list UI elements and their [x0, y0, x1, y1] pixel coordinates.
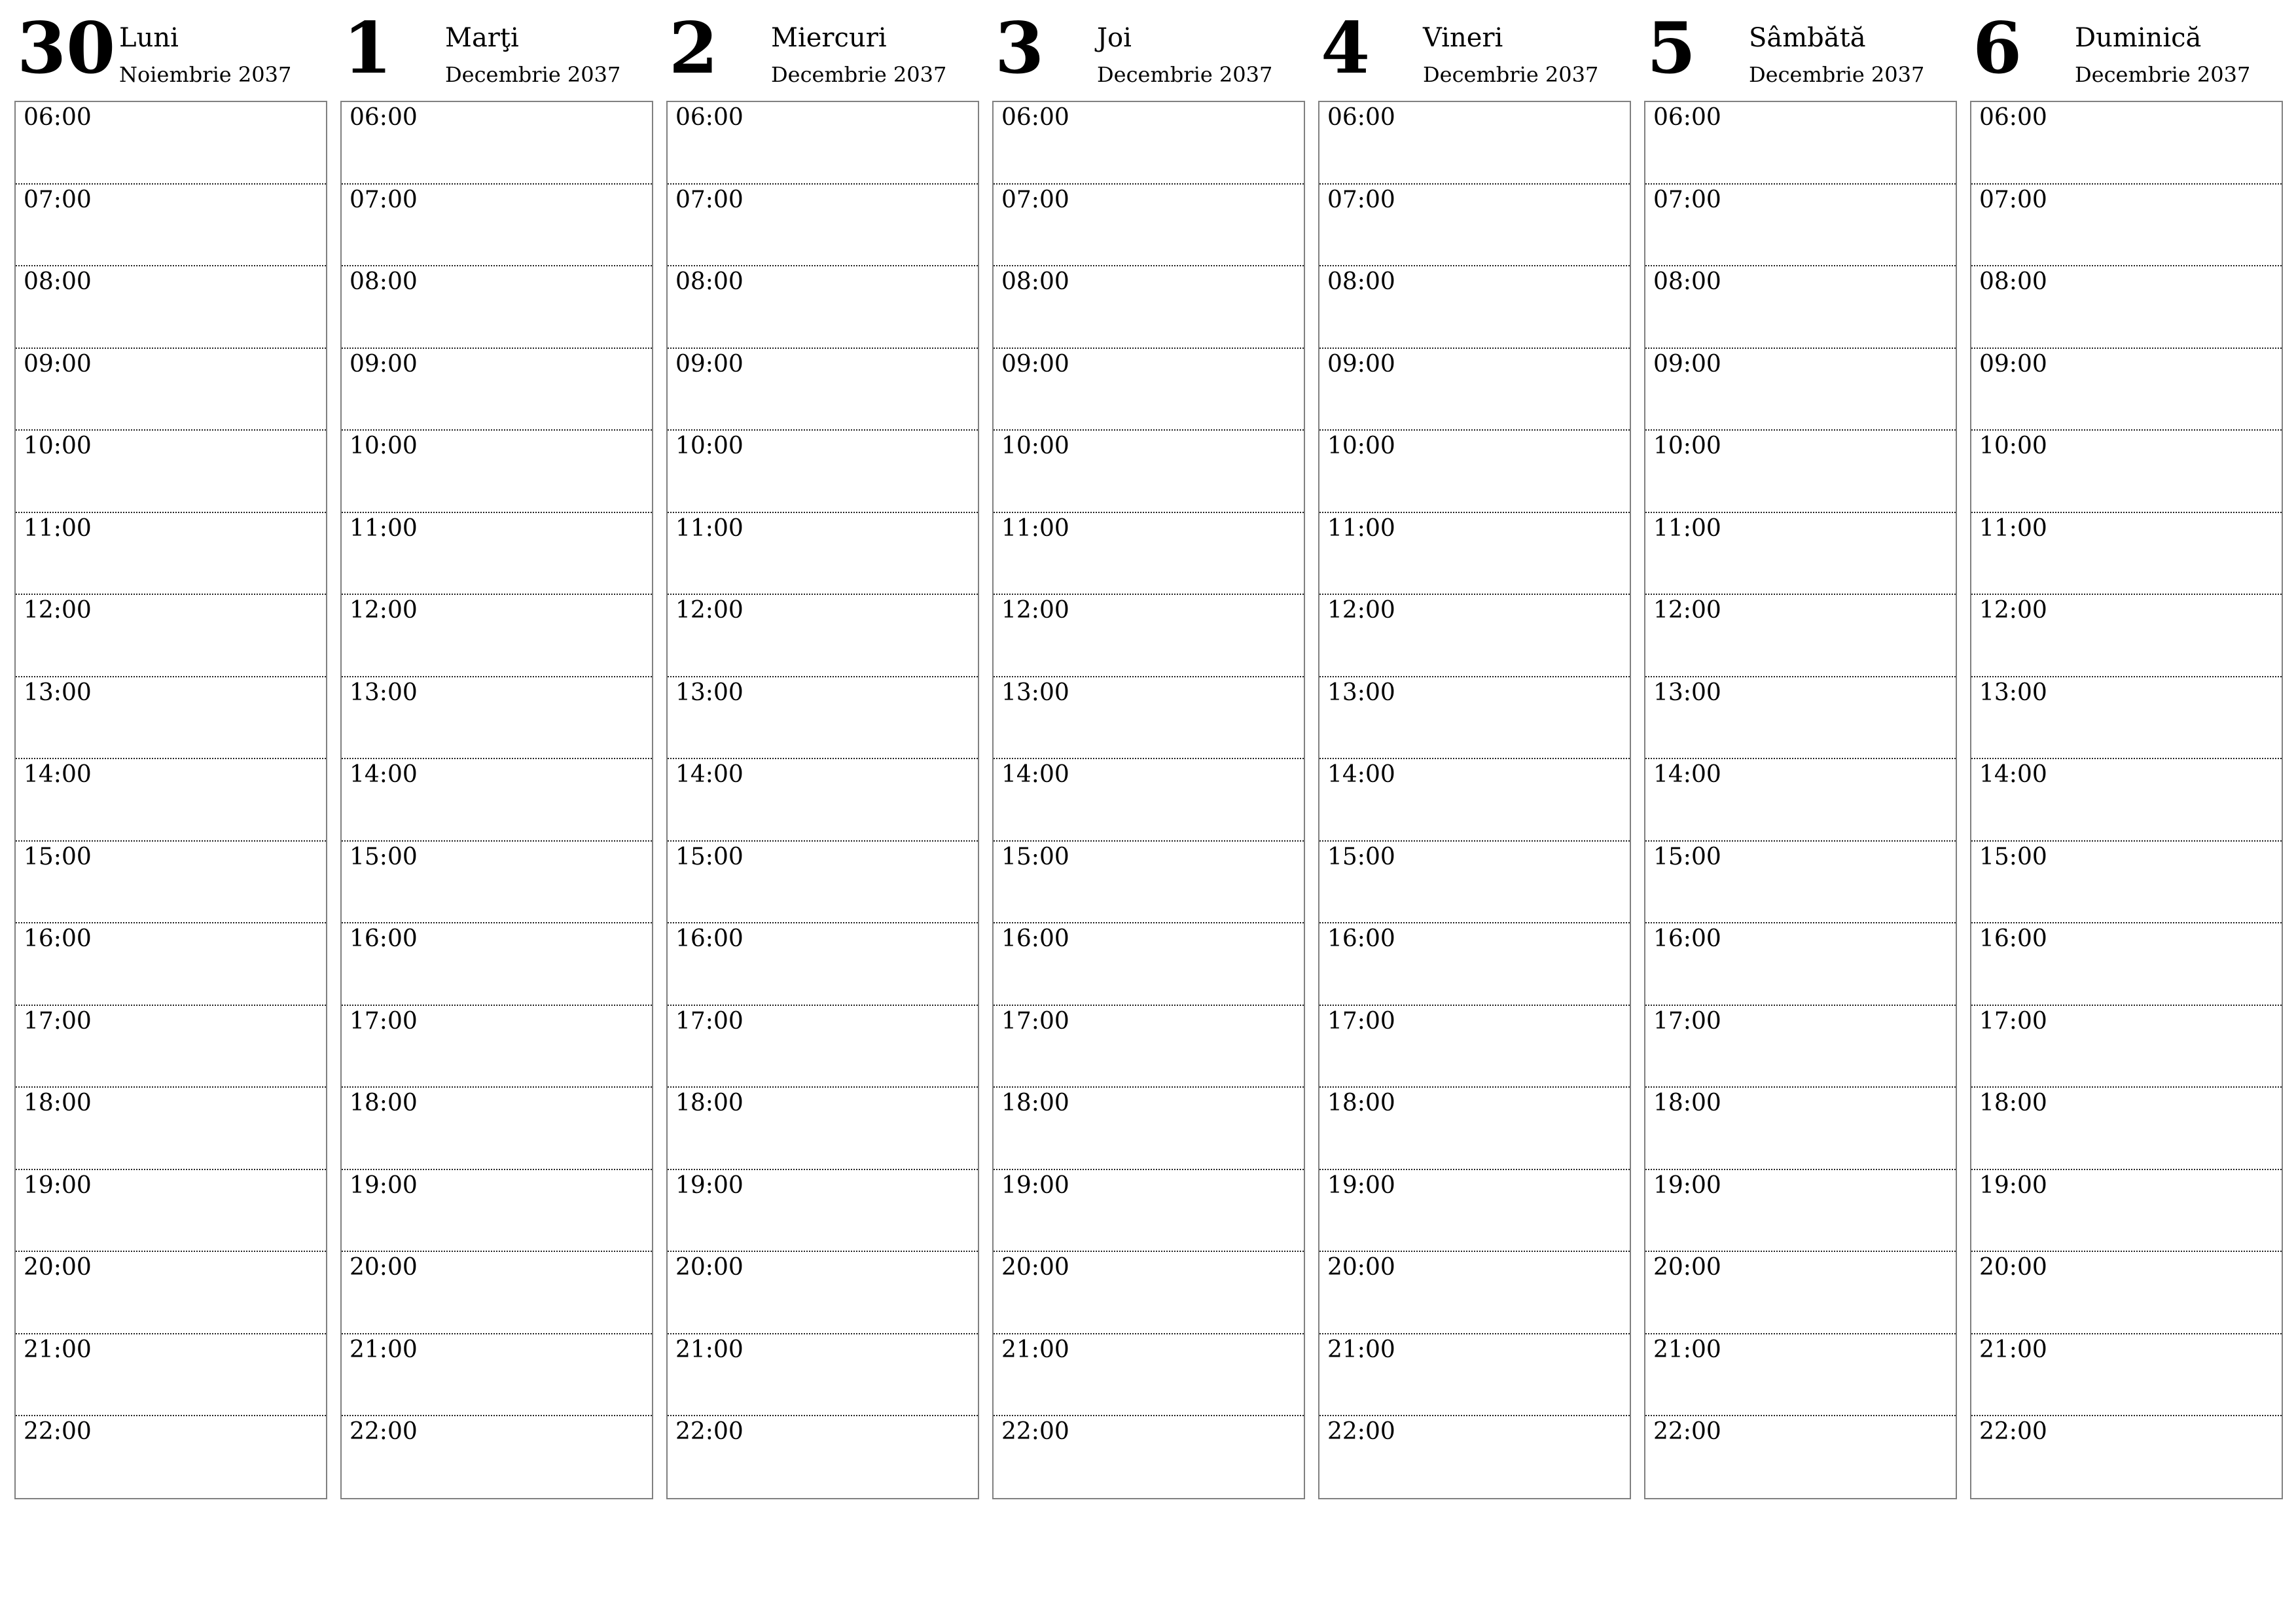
day-name: Duminică — [2075, 23, 2202, 53]
hour-label: 13:00 — [350, 679, 418, 706]
hour-label: 11:00 — [350, 514, 418, 542]
day-name: Vineri — [1423, 23, 1503, 53]
hour-slot — [16, 923, 326, 1006]
hour-label: 06:00 — [675, 104, 744, 131]
hour-slot — [1319, 842, 1630, 924]
hour-label: 13:00 — [1327, 679, 1395, 706]
hour-slot — [16, 842, 326, 924]
hour-label: 14:00 — [350, 761, 418, 788]
hour-label: 17:00 — [1653, 1007, 1721, 1035]
hour-slot — [668, 431, 978, 513]
day-column — [1644, 0, 1957, 1502]
hour-slot — [1645, 1416, 1956, 1499]
hour-slot — [994, 1006, 1304, 1088]
hour-slot — [994, 923, 1304, 1006]
hour-label: 19:00 — [350, 1171, 418, 1199]
hour-slot — [16, 1416, 326, 1499]
hour-label: 15:00 — [1979, 843, 2047, 870]
hour-label: 12:00 — [1653, 597, 1721, 624]
hour-label: 20:00 — [1979, 1254, 2047, 1281]
hour-slot — [1971, 1006, 2282, 1088]
hour-label: 06:00 — [1001, 104, 1069, 131]
hour-label: 08:00 — [1979, 268, 2047, 295]
hour-slot — [342, 349, 652, 431]
hour-label: 16:00 — [24, 925, 92, 952]
hour-label: 08:00 — [675, 268, 744, 295]
hour-slot — [1971, 595, 2282, 677]
hour-slot — [668, 595, 978, 677]
hour-label: 16:00 — [350, 925, 418, 952]
hour-slot — [16, 266, 326, 349]
hour-label: 21:00 — [350, 1336, 418, 1363]
hour-label: 10:00 — [350, 433, 418, 459]
hour-slot — [342, 266, 652, 349]
hour-slot — [16, 1006, 326, 1088]
hour-slot — [1971, 1416, 2282, 1499]
hour-label: 12:00 — [24, 597, 92, 624]
hour-slot — [1319, 1416, 1630, 1499]
hour-label: 07:00 — [1327, 186, 1395, 213]
hour-slot — [1645, 185, 1956, 267]
hour-slot — [994, 1088, 1304, 1170]
hour-label: 19:00 — [675, 1171, 744, 1199]
hour-label: 15:00 — [675, 843, 744, 870]
hour-slot — [994, 1252, 1304, 1334]
hour-label: 17:00 — [1327, 1007, 1395, 1035]
hour-slot — [1971, 677, 2282, 760]
day-header — [14, 0, 327, 98]
hour-label: 19:00 — [1001, 1171, 1069, 1199]
hour-label: 07:00 — [1653, 186, 1721, 213]
hour-label: 12:00 — [1327, 597, 1395, 624]
hour-label: 15:00 — [1327, 843, 1395, 870]
hour-slot — [342, 595, 652, 677]
hour-slot — [342, 677, 652, 760]
hour-slot — [994, 677, 1304, 760]
hour-label: 14:00 — [1979, 761, 2047, 788]
hour-slot — [1971, 266, 2282, 349]
day-schedule-box — [1644, 101, 1957, 1499]
hour-label: 06:00 — [1979, 104, 2047, 131]
hour-label: 07:00 — [1979, 186, 2047, 213]
hour-label: 22:00 — [24, 1418, 92, 1445]
hour-slot — [342, 185, 652, 267]
day-header — [666, 0, 979, 98]
hour-slot — [668, 185, 978, 267]
hour-label: 08:00 — [350, 268, 418, 295]
hour-slot — [1319, 923, 1630, 1006]
hour-slot — [668, 513, 978, 596]
hour-slot — [1971, 431, 2282, 513]
hour-slot — [668, 102, 978, 185]
day-column — [1970, 0, 2283, 1502]
hour-slot — [342, 1088, 652, 1170]
hour-slot — [342, 923, 652, 1006]
hour-label: 09:00 — [1979, 350, 2047, 378]
hour-slot — [994, 102, 1304, 185]
hour-label: 18:00 — [1979, 1090, 2047, 1116]
hour-slot — [16, 102, 326, 185]
hour-slot — [668, 266, 978, 349]
hour-slot — [668, 759, 978, 842]
day-header — [1644, 0, 1957, 98]
hour-label: 07:00 — [1001, 186, 1069, 213]
hour-slot — [1645, 677, 1956, 760]
hour-slot — [342, 1334, 652, 1417]
hour-label: 09:00 — [1327, 350, 1395, 378]
hour-label: 08:00 — [1001, 268, 1069, 295]
hour-label: 06:00 — [1653, 104, 1721, 131]
hour-label: 14:00 — [1001, 761, 1069, 788]
hour-slot — [1319, 266, 1630, 349]
day-month-year: Decembrie 2037 — [1423, 62, 1599, 87]
day-month-year: Decembrie 2037 — [1097, 62, 1273, 87]
hour-label: 07:00 — [24, 186, 92, 213]
hour-label: 14:00 — [24, 761, 92, 788]
hour-slot — [1645, 1088, 1956, 1170]
hour-label: 10:00 — [1327, 433, 1395, 459]
hour-label: 18:00 — [350, 1090, 418, 1116]
hour-label: 21:00 — [675, 1336, 744, 1363]
hour-slot — [1319, 185, 1630, 267]
hour-label: 22:00 — [675, 1418, 744, 1445]
hour-slot — [16, 513, 326, 596]
hour-slot — [994, 185, 1304, 267]
hour-label: 09:00 — [24, 350, 92, 378]
day-column — [992, 0, 1305, 1502]
hour-slot — [668, 1088, 978, 1170]
hour-label: 17:00 — [1001, 1007, 1069, 1035]
hour-label: 17:00 — [24, 1007, 92, 1035]
hour-label: 15:00 — [350, 843, 418, 870]
hour-slot — [1319, 595, 1630, 677]
hour-slot — [342, 102, 652, 185]
hour-slot — [1319, 431, 1630, 513]
hour-label: 16:00 — [1001, 925, 1069, 952]
day-name: Marţi — [445, 23, 519, 53]
hour-slot — [994, 842, 1304, 924]
hour-slot — [994, 349, 1304, 431]
hour-label: 16:00 — [675, 925, 744, 952]
day-month-year: Noiembrie 2037 — [119, 62, 292, 87]
day-month-year: Decembrie 2037 — [771, 62, 947, 87]
hour-slot — [1645, 1006, 1956, 1088]
hour-slot — [1319, 1170, 1630, 1253]
hour-label: 22:00 — [350, 1418, 418, 1445]
hour-slot — [1645, 923, 1956, 1006]
day-number: 1 — [343, 7, 393, 90]
hour-label: 20:00 — [1653, 1254, 1721, 1281]
hour-slot — [16, 431, 326, 513]
hour-label: 20:00 — [675, 1254, 744, 1281]
hour-slot — [1319, 759, 1630, 842]
day-column — [1318, 0, 1631, 1502]
hour-label: 20:00 — [1327, 1254, 1395, 1281]
day-schedule-box — [340, 101, 653, 1499]
hour-slot — [16, 595, 326, 677]
day-schedule-box — [1318, 101, 1631, 1499]
hour-label: 17:00 — [675, 1007, 744, 1035]
hour-slot — [994, 759, 1304, 842]
hour-slot — [1645, 1170, 1956, 1253]
hour-slot — [16, 1252, 326, 1334]
day-schedule-box — [666, 101, 979, 1499]
hour-slot — [342, 1416, 652, 1499]
hour-slot — [1319, 349, 1630, 431]
hour-label: 20:00 — [350, 1254, 418, 1281]
hour-label: 07:00 — [350, 186, 418, 213]
day-month-year: Decembrie 2037 — [1749, 62, 1925, 87]
hour-label: 07:00 — [675, 186, 744, 213]
day-schedule-box — [1970, 101, 2283, 1499]
hour-label: 18:00 — [24, 1090, 92, 1116]
hour-label: 06:00 — [350, 104, 418, 131]
hour-slot — [16, 1334, 326, 1417]
hour-label: 19:00 — [1979, 1171, 2047, 1199]
hour-label: 11:00 — [1653, 514, 1721, 542]
hour-label: 09:00 — [1001, 350, 1069, 378]
hour-label: 22:00 — [1653, 1418, 1721, 1445]
hour-label: 18:00 — [1327, 1090, 1395, 1116]
hour-slot — [1971, 759, 2282, 842]
hour-label: 10:00 — [1001, 433, 1069, 459]
hour-label: 13:00 — [675, 679, 744, 706]
day-schedule-box — [14, 101, 327, 1499]
hour-label: 09:00 — [1653, 350, 1721, 378]
hour-label: 06:00 — [24, 104, 92, 131]
hour-label: 08:00 — [1653, 268, 1721, 295]
day-name: Sâmbătă — [1749, 23, 1866, 53]
day-column — [666, 0, 979, 1502]
hour-label: 09:00 — [675, 350, 744, 378]
day-column — [14, 0, 327, 1502]
hour-slot — [342, 431, 652, 513]
hour-slot — [1971, 1088, 2282, 1170]
hour-slot — [1319, 1334, 1630, 1417]
hour-slot — [668, 1252, 978, 1334]
hour-label: 21:00 — [1653, 1336, 1721, 1363]
hour-slot — [668, 677, 978, 760]
hour-label: 11:00 — [24, 514, 92, 542]
hour-slot — [668, 842, 978, 924]
hour-label: 13:00 — [1979, 679, 2047, 706]
day-header — [1970, 0, 2283, 98]
hour-slot — [342, 513, 652, 596]
hour-slot — [16, 349, 326, 431]
hour-slot — [1319, 513, 1630, 596]
hour-label: 12:00 — [675, 597, 744, 624]
hour-label: 22:00 — [1979, 1418, 2047, 1445]
hour-label: 11:00 — [1001, 514, 1069, 542]
hour-slot — [1971, 1252, 2282, 1334]
hour-label: 10:00 — [1653, 433, 1721, 459]
day-number: 2 — [669, 7, 719, 90]
hour-slot — [1319, 1252, 1630, 1334]
hour-slot — [994, 513, 1304, 596]
hour-label: 20:00 — [24, 1254, 92, 1281]
hour-label: 22:00 — [1327, 1418, 1395, 1445]
hour-label: 12:00 — [350, 597, 418, 624]
hour-label: 13:00 — [1001, 679, 1069, 706]
day-number: 3 — [995, 7, 1045, 90]
hour-slot — [994, 431, 1304, 513]
day-name: Joi — [1097, 23, 1132, 53]
hour-slot — [668, 1170, 978, 1253]
hour-label: 18:00 — [675, 1090, 744, 1116]
hour-label: 19:00 — [1653, 1171, 1721, 1199]
hour-slot — [1645, 513, 1956, 596]
hour-label: 21:00 — [1001, 1336, 1069, 1363]
hour-label: 09:00 — [350, 350, 418, 378]
hour-label: 21:00 — [1327, 1336, 1395, 1363]
hour-label: 11:00 — [1327, 514, 1395, 542]
hour-slot — [668, 349, 978, 431]
hour-label: 17:00 — [350, 1007, 418, 1035]
hour-slot — [994, 266, 1304, 349]
hour-slot — [668, 1416, 978, 1499]
hour-label: 19:00 — [1327, 1171, 1395, 1199]
hour-label: 10:00 — [24, 433, 92, 459]
hour-slot — [1645, 349, 1956, 431]
hour-label: 11:00 — [675, 514, 744, 542]
hour-slot — [668, 1334, 978, 1417]
hour-slot — [1319, 1006, 1630, 1088]
hour-label: 16:00 — [1653, 925, 1721, 952]
hour-label: 13:00 — [24, 679, 92, 706]
hour-slot — [668, 1006, 978, 1088]
hour-slot — [16, 759, 326, 842]
day-number: 30 — [17, 7, 116, 90]
hour-slot — [1645, 431, 1956, 513]
hour-slot — [1319, 677, 1630, 760]
hour-slot — [668, 923, 978, 1006]
day-header — [992, 0, 1305, 98]
hour-slot — [994, 1170, 1304, 1253]
day-schedule-box — [992, 101, 1305, 1499]
hour-slot — [994, 1416, 1304, 1499]
hour-label: 14:00 — [1327, 761, 1395, 788]
day-name: Luni — [119, 23, 179, 53]
hour-label: 11:00 — [1979, 514, 2047, 542]
hour-slot — [16, 1088, 326, 1170]
hour-label: 15:00 — [1001, 843, 1069, 870]
day-name: Miercuri — [771, 23, 887, 53]
day-header — [1318, 0, 1631, 98]
hour-slot — [1971, 842, 2282, 924]
hour-slot — [1645, 266, 1956, 349]
hour-slot — [1971, 923, 2282, 1006]
hour-slot — [1645, 595, 1956, 677]
hour-label: 22:00 — [1001, 1418, 1069, 1445]
hour-label: 12:00 — [1979, 597, 2047, 624]
hour-slot — [342, 1252, 652, 1334]
hour-label: 15:00 — [1653, 843, 1721, 870]
hour-label: 10:00 — [675, 433, 744, 459]
hour-label: 16:00 — [1327, 925, 1395, 952]
hour-slot — [1645, 1252, 1956, 1334]
day-month-year: Decembrie 2037 — [445, 62, 621, 87]
hour-slot — [1645, 1334, 1956, 1417]
hour-label: 15:00 — [24, 843, 92, 870]
hour-label: 12:00 — [1001, 597, 1069, 624]
hour-slot — [1645, 102, 1956, 185]
hour-label: 08:00 — [1327, 268, 1395, 295]
hour-slot — [342, 842, 652, 924]
hour-slot — [16, 677, 326, 760]
hour-slot — [1971, 513, 2282, 596]
hour-slot — [994, 595, 1304, 677]
hour-slot — [342, 1170, 652, 1253]
hour-label: 14:00 — [1653, 761, 1721, 788]
hour-label: 16:00 — [1979, 925, 2047, 952]
hour-slot — [994, 1334, 1304, 1417]
hour-label: 20:00 — [1001, 1254, 1069, 1281]
hour-label: 18:00 — [1001, 1090, 1069, 1116]
hour-label: 21:00 — [1979, 1336, 2047, 1363]
hour-label: 08:00 — [24, 268, 92, 295]
hour-slot — [1971, 185, 2282, 267]
hour-label: 06:00 — [1327, 104, 1395, 131]
hour-slot — [1645, 842, 1956, 924]
hour-slot — [16, 1170, 326, 1253]
hour-label: 19:00 — [24, 1171, 92, 1199]
hour-slot — [1319, 102, 1630, 185]
hour-label: 21:00 — [24, 1336, 92, 1363]
hour-slot — [1971, 1170, 2282, 1253]
hour-slot — [1645, 759, 1956, 842]
hour-label: 14:00 — [675, 761, 744, 788]
day-number: 5 — [1647, 7, 1696, 90]
hour-slot — [1971, 1334, 2282, 1417]
hour-slot — [342, 1006, 652, 1088]
hour-label: 18:00 — [1653, 1090, 1721, 1116]
day-header — [340, 0, 653, 98]
hour-slot — [1971, 102, 2282, 185]
hour-label: 17:00 — [1979, 1007, 2047, 1035]
hour-label: 10:00 — [1979, 433, 2047, 459]
day-number: 4 — [1321, 7, 1371, 90]
hour-slot — [16, 185, 326, 267]
hour-slot — [342, 759, 652, 842]
hour-slot — [1971, 349, 2282, 431]
hour-label: 13:00 — [1653, 679, 1721, 706]
day-number: 6 — [1973, 7, 2022, 90]
day-column — [340, 0, 653, 1502]
hour-slot — [1319, 1088, 1630, 1170]
day-month-year: Decembrie 2037 — [2075, 62, 2251, 87]
